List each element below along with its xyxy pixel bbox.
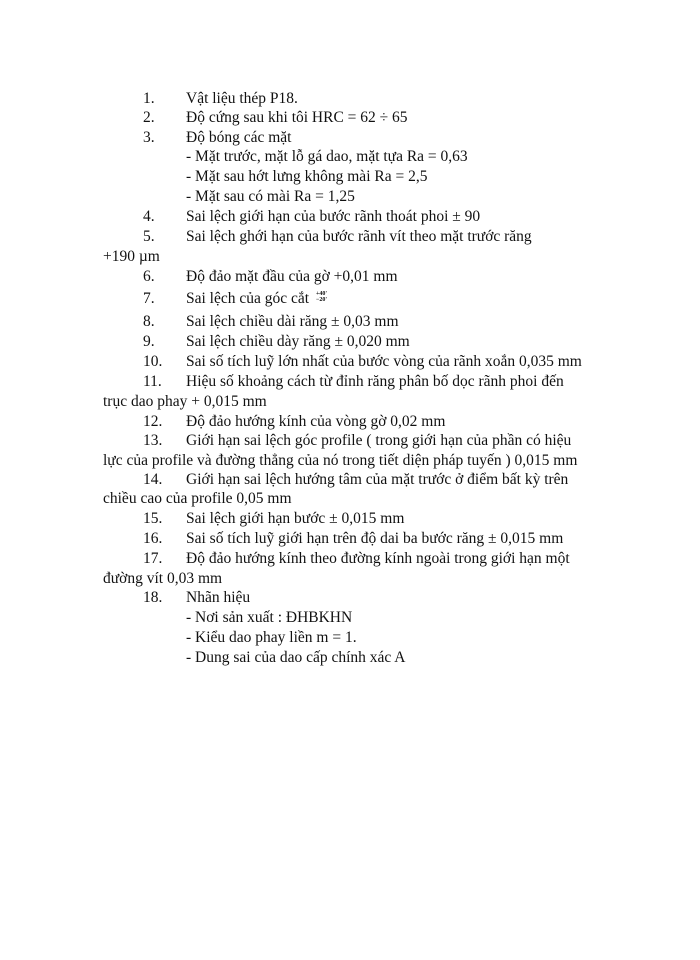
item-continuation: +190 µm xyxy=(103,248,160,265)
sub-item: - Kiểu dao phay liền m = 1. xyxy=(186,629,357,646)
item-number: 2. xyxy=(143,109,155,126)
item-number: 6. xyxy=(143,268,155,285)
item-number: 3. xyxy=(143,129,155,146)
item-number: 4. xyxy=(143,208,155,225)
item-text-row xyxy=(186,289,327,308)
sub-item: - Nơi sản xuất : ĐHBKHN xyxy=(186,609,353,626)
item-number: 5. xyxy=(143,228,155,245)
item-continuation: đường vít 0,03 mm xyxy=(103,570,223,587)
item-continuation: lực của profile và đường thẳng của nó trong tiết diện pháp tuyến ) 0,015 mm xyxy=(103,452,578,469)
item-number: 8. xyxy=(143,313,155,330)
item-number: 17. xyxy=(143,550,163,567)
tolerance-lower: −20' xyxy=(315,297,328,304)
item-text: Vật liệu thép P18. xyxy=(186,90,298,107)
item-number: 7. xyxy=(143,290,155,307)
item-text: Sai số tích luỹ lớn nhất của bước vòng của rãnh xoắn 0,035 mm xyxy=(186,353,582,370)
tolerance-stack xyxy=(316,291,327,303)
item-text: Hiệu số khoảng cách từ đỉnh răng phân bố dọc rãnh phoi đến xyxy=(186,373,564,390)
item-number: 18. xyxy=(143,589,163,606)
item-continuation: chiều cao của profile 0,05 mm xyxy=(103,490,292,507)
item-text: Sai lệch giới hạn bước ± 0,015 mm xyxy=(186,510,405,527)
item-text: Sai lệch chiều dày răng ± 0,020 mm xyxy=(186,333,410,350)
sub-item: - Mặt trước, mặt lỗ gá dao, mặt tựa Ra = 0,63 xyxy=(186,148,468,165)
item-number: 16. xyxy=(143,530,163,547)
sub-item: - Mặt sau hớt lưng không mài Ra = 2,5 xyxy=(186,168,428,185)
item-text: Độ đảo hướng kính theo đường kính ngoài trong giới hạn một xyxy=(186,550,570,567)
tolerance-upper: +40' xyxy=(315,291,328,298)
item-text: Độ đảo mặt đầu của gờ +0,01 mm xyxy=(186,268,398,285)
item-number: 13. xyxy=(143,432,163,449)
item-number: 10. xyxy=(143,353,163,370)
item-text: Giới hạn sai lệch góc profile ( trong giới hạn của phần có hiệu xyxy=(186,432,572,449)
item-number: 12. xyxy=(143,413,163,430)
item-text: Giới hạn sai lệch hướng tâm của mặt trước ở điểm bất kỳ trên xyxy=(186,471,569,488)
item-text: Sai lệch ghới hạn của bước rãnh vít theo mặt trước răng xyxy=(186,228,532,245)
item-number: 15. xyxy=(143,510,163,527)
item-text: Nhãn hiệu xyxy=(186,589,251,606)
item-text: Sai số tích luỹ giới hạn trên độ dai ba bước răng ± 0,015 mm xyxy=(186,530,564,547)
item-number: 14. xyxy=(143,471,163,488)
item-number: 11. xyxy=(143,373,162,390)
item-text: Sai lệch chiều dài răng ± 0,03 mm xyxy=(186,313,399,330)
item-continuation: trục dao phay + 0,015 mm xyxy=(103,393,267,410)
item-text: Độ cứng sau khi tôi HRC = 62 ÷ 65 xyxy=(186,109,408,126)
sub-item: - Mặt sau có mài Ra = 1,25 xyxy=(186,188,355,205)
item-text: Độ đảo hướng kính của vòng gờ 0,02 mm xyxy=(186,413,446,430)
item-number: 1. xyxy=(143,90,155,107)
sub-item: - Dung sai của dao cấp chính xác A xyxy=(186,649,406,666)
item-number: 9. xyxy=(143,333,155,350)
item-text: Sai lệch của góc cắt xyxy=(186,290,310,307)
item-text: Sai lệch giới hạn của bước rãnh thoát phoi ± 90 xyxy=(186,208,481,225)
item-text: Độ bóng các mặt xyxy=(186,129,292,146)
